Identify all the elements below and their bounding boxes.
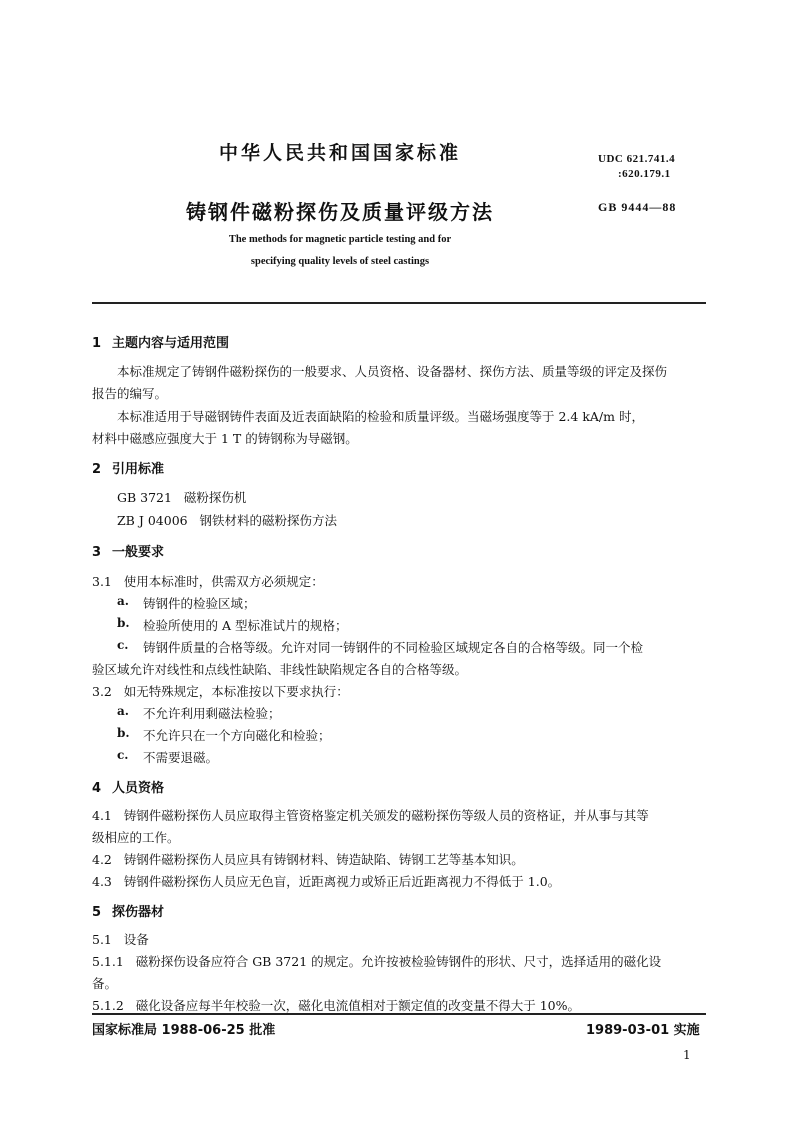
clause-4-1-line2: 级相应的工作。 bbox=[92, 830, 180, 845]
footer-divider bbox=[92, 1013, 706, 1015]
clause-3-2-a: 不允许利用剩磁法检验； bbox=[143, 706, 281, 721]
gb-number: GB 9444—88 bbox=[598, 200, 677, 214]
section-4-number: 4 bbox=[92, 781, 102, 796]
section-5-number: 5 bbox=[92, 905, 102, 920]
clause-4-1-line1: 4.1 铸钢件磁粉探伤人员应取得主管资格鉴定机关颁发的磁粉探伤等级人员的资格证，并从事与其等 bbox=[92, 808, 649, 823]
clause-3-1-a-marker: a. bbox=[117, 594, 129, 608]
section-1-title: 主题内容与适用范围 bbox=[112, 336, 230, 351]
s1-p2-line1: 本标准适用于导磁钢铸件表面及近表面缺陷的检验和质量评级。当磁场强度等于 2.4 kA/m 时， bbox=[117, 409, 644, 424]
clause-4-3: 4.3 铸钢件磁粉探伤人员应无色盲，近距离视力或矫正后近距离视力不得低于 1.0。 bbox=[92, 874, 561, 889]
clause-5-1-2: 5.1.2 磁化设备应每半年校验一次，磁化电流值相对于额定值的改变量不得大于 10%。 bbox=[92, 998, 580, 1013]
approval-date: 国家标准局 1988-06-25 批准 bbox=[92, 1023, 276, 1038]
clause-3-1-c-line2: 验区域允许对线性和点线性缺陷、非线性缺陷规定各自的合格等级。 bbox=[92, 662, 468, 677]
effective-date: 1989-03-01 实施 bbox=[586, 1023, 700, 1038]
clause-5-1-1-line1: 5.1.1 磁粉探伤设备应符合 GB 3721 的规定。允许按被检验铸钢件的形状、尺寸，选择适用的磁化设 bbox=[92, 954, 662, 969]
section-1-heading bbox=[92, 332, 229, 351]
clause-3-1-a: 铸钢件的检验区域； bbox=[143, 596, 256, 611]
s1-p2-line2: 材料中磁感应强度大于 1 T 的铸钢称为导磁钢。 bbox=[92, 431, 358, 446]
section-4-title: 人员资格 bbox=[112, 781, 165, 796]
doc-title: 铸钢件磁粉探伤及质量评级方法 bbox=[186, 200, 494, 224]
clause-3-1: 3.1 使用本标准时，供需双方必须规定： bbox=[92, 574, 324, 589]
s1-p1-line2: 报告的编写。 bbox=[92, 386, 168, 401]
header-divider bbox=[92, 302, 706, 304]
clause-3-2-a-marker: a. bbox=[117, 704, 129, 718]
clause-5-1-1-line2: 备。 bbox=[92, 976, 118, 991]
org-title: 中华人民共和国国家标准 bbox=[218, 142, 461, 164]
clause-3-2-c-marker: c. bbox=[117, 748, 129, 762]
clause-3-1-b-marker: b. bbox=[117, 616, 130, 630]
clause-3-1-b: 检验所使用的 A 型标准试片的规格； bbox=[143, 618, 348, 633]
section-1-number: 1 bbox=[92, 336, 102, 351]
clause-3-1-c-line1: 铸钢件质量的合格等级。允许对同一铸钢件的不同检验区域规定各自的合格等级。同一个检 bbox=[143, 640, 644, 655]
section-3-number: 3 bbox=[92, 545, 102, 560]
udc-line-2: :620.179.1 bbox=[618, 168, 671, 180]
ref-gb3721: GB 3721 磁粉探伤机 bbox=[117, 490, 247, 505]
udc-line-1: UDC 621.741.4 bbox=[598, 153, 676, 165]
clause-3-2-c: 不需要退磁。 bbox=[143, 750, 219, 765]
s1-p1-line1: 本标准规定了铸钢件磁粉探伤的一般要求、人员资格、设备器材、探伤方法、质量等级的评定及探伤 bbox=[117, 364, 668, 379]
section-2-heading bbox=[92, 458, 164, 477]
section-4-heading bbox=[92, 777, 164, 796]
english-title-line-1: The methods for magnetic particle testing and for bbox=[228, 234, 452, 245]
section-2-number: 2 bbox=[92, 462, 102, 477]
clause-3-2: 3.2 如无特殊规定，本标准按以下要求执行： bbox=[92, 684, 349, 699]
ref-zbj04006: ZB J 04006 钢铁材料的磁粉探伤方法 bbox=[117, 513, 338, 528]
section-3-heading bbox=[92, 541, 164, 560]
section-5-title: 探伤器材 bbox=[112, 905, 165, 920]
clause-4-2: 4.2 铸钢件磁粉探伤人员应具有铸钢材料、铸造缺陷、铸钢工艺等基本知识。 bbox=[92, 852, 524, 867]
clause-3-2-b: 不允许只在一个方向磁化和检验； bbox=[143, 728, 331, 743]
page-number: 1 bbox=[683, 1048, 691, 1062]
section-2-title: 引用标准 bbox=[112, 462, 165, 477]
clause-3-2-b-marker: b. bbox=[117, 726, 130, 740]
section-3-title: 一般要求 bbox=[112, 545, 165, 560]
clause-5-1: 5.1 设备 bbox=[92, 932, 149, 947]
clause-3-1-c-marker: c. bbox=[117, 638, 129, 652]
section-5-heading bbox=[92, 901, 164, 920]
english-title-line-2: specifying quality levels of steel castings bbox=[250, 256, 430, 267]
